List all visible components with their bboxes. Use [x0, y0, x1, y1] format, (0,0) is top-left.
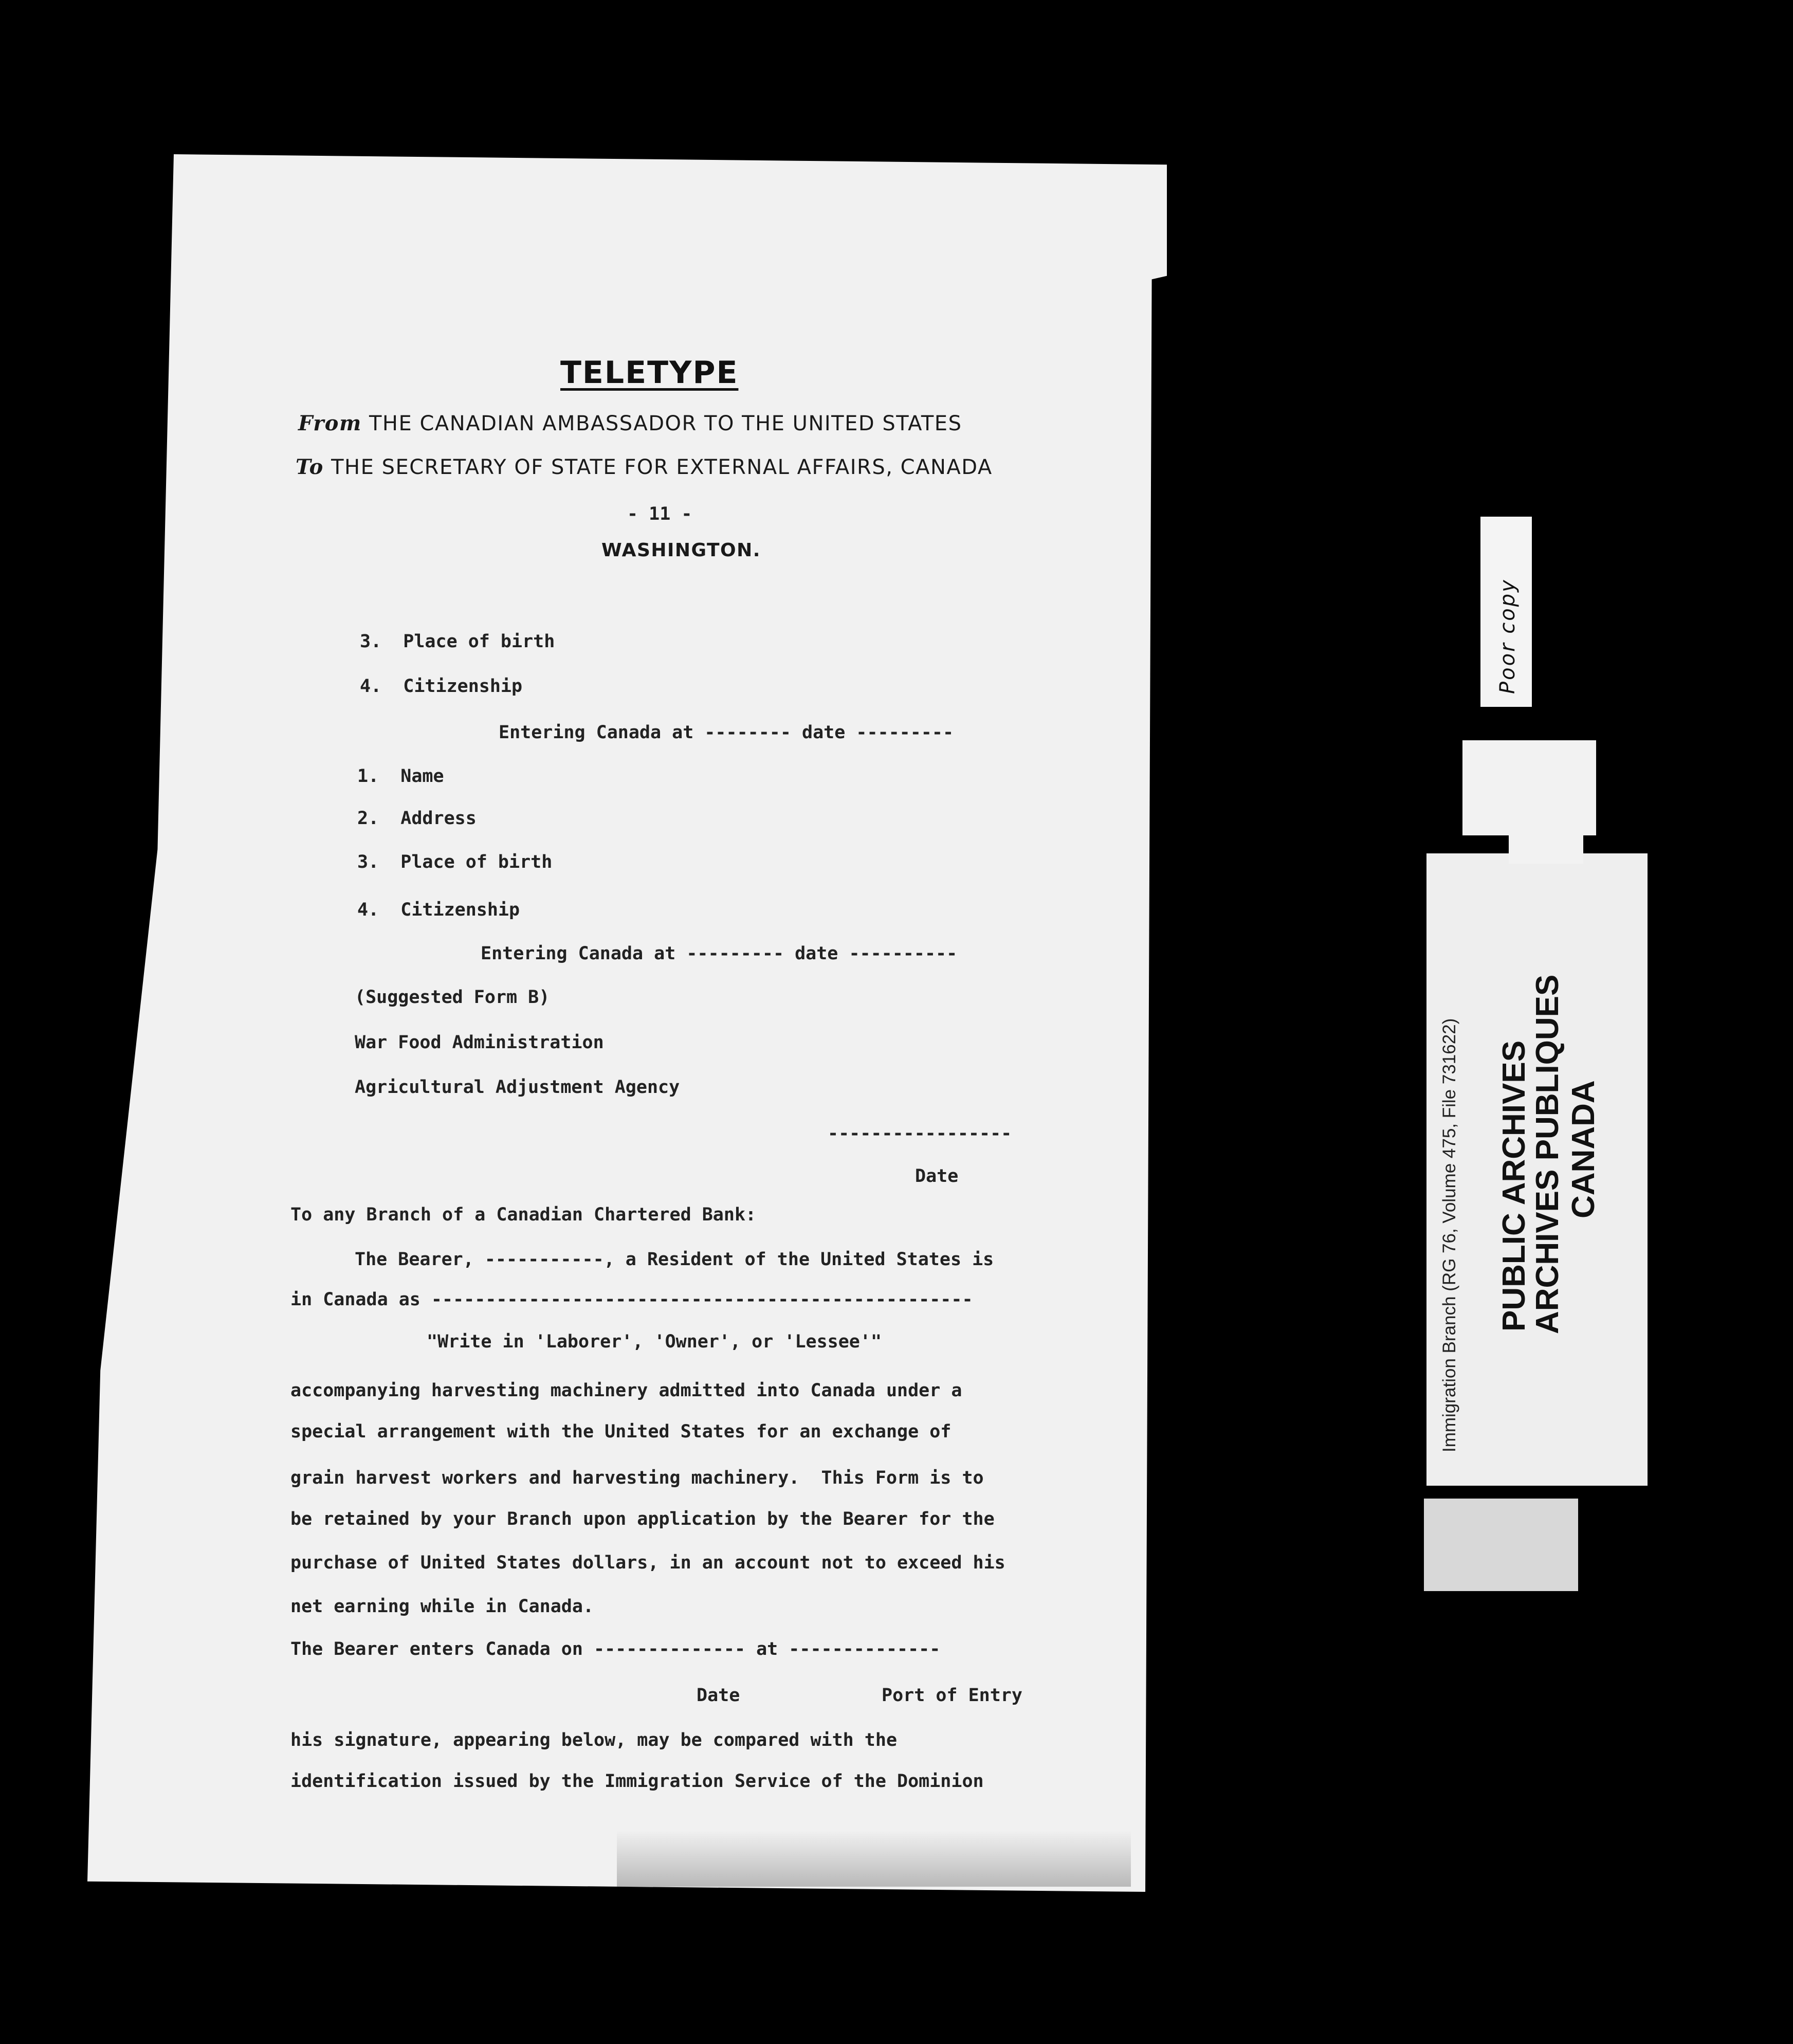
city-line: WASHINGTON. — [601, 540, 761, 561]
text-line: The Bearer, -----------, a Resident of the United States is — [355, 1249, 994, 1270]
archive-reference: Immigration Branch (RG 76, Volume 475, File 731622) — [1439, 1018, 1459, 1452]
text-line: be retained by your Branch upon application by the Bearer for the — [290, 1509, 995, 1529]
text-line: purchase of United States dollars, in an account not to exceed his — [290, 1553, 1005, 1573]
stamp-card-neck — [1509, 833, 1583, 864]
sheet-shadow — [617, 1830, 1131, 1887]
signature-blank: ----------------- — [828, 1123, 1012, 1144]
to-line — [296, 455, 993, 479]
text-line: "Write in 'Laborer', 'Owner', or 'Lessee'" — [427, 1331, 882, 1352]
date-caption: Date — [697, 1685, 740, 1706]
text-line: grain harvest workers and harvesting machinery. This Form is to — [290, 1468, 984, 1488]
archive-stamp-line3: CANADA — [1566, 1080, 1601, 1218]
text-line: accompanying harvesting machinery admitted into Canada under a — [290, 1380, 962, 1401]
from-label: From — [298, 411, 362, 435]
to-label: To — [296, 455, 324, 479]
stamp-card-bottom — [1424, 1499, 1578, 1591]
archive-stamp-line1: PUBLIC ARCHIVES — [1496, 1040, 1532, 1331]
text-line: his signature, appearing below, may be compared with the — [290, 1730, 898, 1750]
text-line: identification issued by the Immigration Service of the Dominion — [290, 1771, 984, 1792]
text-line: Entering Canada at -------- date --------- — [499, 722, 954, 743]
text-line: Agricultural Adjustment Agency — [355, 1077, 680, 1098]
text-line: special arrangement with the United States for an exchange of — [290, 1421, 952, 1442]
to-text: THE SECRETARY OF STATE FOR EXTERNAL AFFAIRS, CANADA — [331, 455, 993, 479]
text-line: (Suggested Form B) — [355, 987, 550, 1008]
from-text: THE CANADIAN AMBASSADOR TO THE UNITED STATES — [369, 412, 962, 435]
text-line: 4. Citizenship — [360, 676, 523, 697]
from-line — [298, 411, 962, 435]
text-line: net earning while in Canada. — [290, 1596, 594, 1617]
text-line: 1. Name — [357, 766, 444, 787]
text-line: 4. Citizenship — [357, 900, 520, 920]
page-number: - 11 - — [627, 504, 692, 524]
stamp-card-top — [1462, 740, 1596, 835]
text-line: 3. Place of birth — [357, 852, 553, 872]
text-line: To any Branch of a Canadian Chartered Bank: — [290, 1204, 757, 1225]
text-line: War Food Administration — [355, 1032, 604, 1053]
text-line: 3. Place of birth — [360, 631, 555, 652]
archive-stamp-line2: ARCHIVES PUBLIQUES — [1530, 974, 1565, 1334]
poor-copy-note: Poor copy — [1496, 578, 1520, 694]
text-line: Entering Canada at --------- date ---------- — [481, 943, 958, 964]
text-line: in Canada as -------------------------------------------------- — [290, 1289, 973, 1310]
document-title: TELETYPE — [560, 355, 739, 391]
text-line: 2. Address — [357, 808, 477, 829]
port-of-entry-caption: Port of Entry — [882, 1685, 1022, 1706]
text-line: The Bearer enters Canada on -------------- at -------------- — [290, 1639, 941, 1659]
date-caption: Date — [915, 1166, 959, 1187]
